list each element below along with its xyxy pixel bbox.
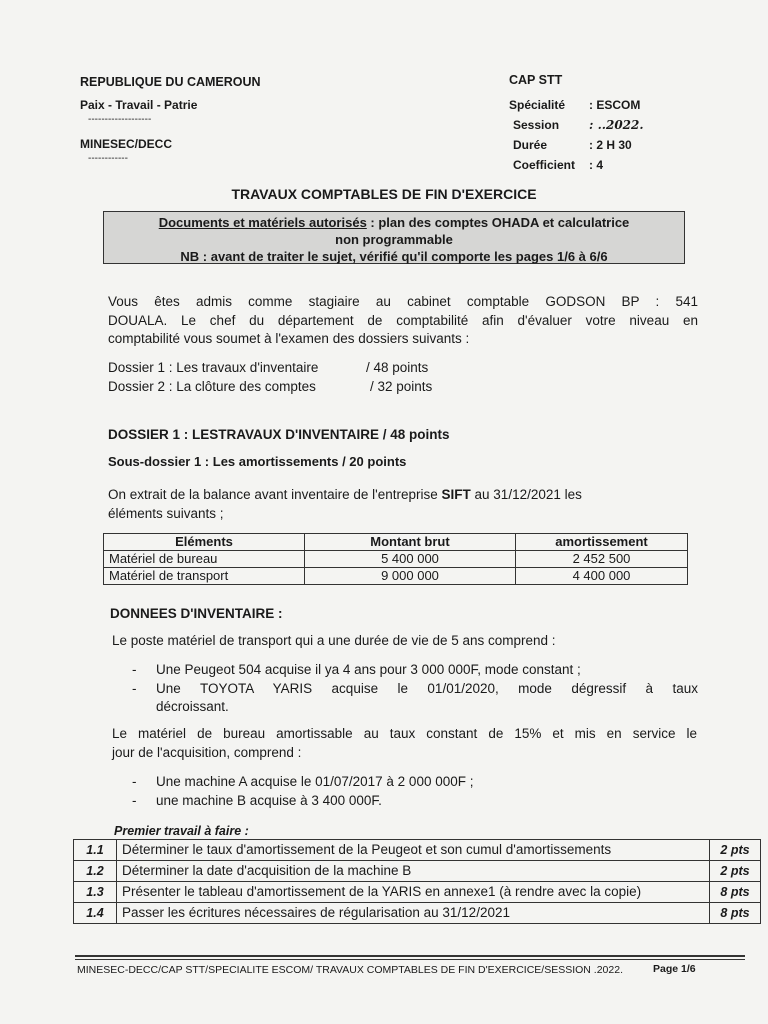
column-header: Montant brut	[305, 534, 516, 551]
table-cell: 5 400 000	[305, 551, 516, 568]
footer-rule	[75, 955, 745, 957]
notice-box	[103, 211, 685, 264]
task-number: 1.1	[74, 840, 117, 861]
task-text: Déterminer la date d'acquisition de la machine B	[117, 861, 710, 882]
intro-paragraph	[108, 293, 698, 349]
dossier-list	[108, 359, 432, 396]
task-number: 1.2	[74, 861, 117, 882]
task-points: 8 pts	[710, 903, 761, 924]
exam-info-value: : 4	[589, 158, 604, 172]
exam-info-label: Coefficient	[513, 158, 576, 172]
list-item	[132, 773, 473, 792]
list-item-text: Une machine A acquise le 01/07/2017 à 2 000 000F ;	[156, 774, 474, 789]
exam-info-label: Session	[513, 118, 560, 132]
notice-nb: NB : avant de traiter le sujet, vérifié qu'il comporte les pages 1/6 à 6/6	[180, 249, 608, 264]
extract-line	[108, 486, 683, 505]
table-header-row	[104, 534, 688, 551]
exam-info-value: : ..2022.	[589, 118, 644, 132]
exam-info-value: : 2 H 30	[589, 138, 632, 152]
notice-docs-line	[104, 214, 684, 231]
bureau-line: jour de l'acquisition, comprend :	[112, 744, 302, 760]
transport-intro: Le poste matériel de transport qui a une durée de vie de 5 ans comprend :	[112, 633, 556, 648]
extract-text: On extrait de la balance avant inventaire de l'entreprise	[108, 487, 442, 502]
notice-docs-label: Documents et matériels autorisés	[158, 215, 367, 230]
dossier-label: Dossier 2 : La clôture des comptes	[108, 378, 316, 394]
task-text: Passer les écritures nécessaires de régularisation au 31/12/2021	[117, 903, 710, 924]
list-item-text: Une Peugeot 504 acquise il ya 4 ans pour 3 000 000F, mode constant ;	[156, 662, 581, 677]
dossier-item	[108, 359, 432, 378]
exam-info-label: Spécialité	[509, 98, 566, 112]
list-item-continuation: décroissant.	[156, 699, 229, 714]
list-item	[132, 792, 473, 811]
document-title: TRAVAUX COMPTABLES DE FIN D'EXERCICE	[231, 186, 537, 202]
bullet-dash: -	[132, 774, 137, 789]
dossier-item	[108, 378, 432, 397]
task-number: 1.3	[74, 882, 117, 903]
extract-paragraph	[108, 486, 683, 523]
table-cell: 9 000 000	[305, 568, 516, 585]
footer-rule	[75, 959, 745, 960]
notice-docs-line2: non programmable	[335, 232, 453, 247]
intro-line: DOUALA. Le chef du département de comptabilité afin d'évaluer votre niveau en	[108, 312, 698, 328]
balance-table	[103, 533, 688, 585]
bureau-line: Le matériel de bureau amortissable au taux constant de 15% et mis en service le	[112, 726, 697, 741]
national-motto: Paix - Travail - Patrie	[80, 98, 198, 112]
task-points: 2 pts	[710, 840, 761, 861]
bureau-paragraph	[112, 725, 697, 762]
exam-info-row	[509, 135, 644, 155]
task-text: Présenter le tableau d'amortissement de la YARIS en annexe1 (à rendre avec la copie)	[117, 882, 710, 903]
page-number: Page 1/6	[653, 963, 696, 975]
column-header: Eléments	[104, 534, 305, 551]
transport-bullets	[132, 661, 698, 717]
table-cell: 4 400 000	[516, 568, 688, 585]
intro-line: Vous êtes admis comme stagiaire au cabinet comptable GODSON BP : 541	[108, 294, 698, 309]
tasks-table	[73, 839, 761, 924]
table-row	[74, 840, 761, 861]
dossier-points: / 48 points	[366, 360, 429, 375]
list-item	[132, 661, 698, 680]
footer-text: MINESEC-DECC/CAP STT/SPECIALITE ESCOM/ TRAVAUX COMPTABLES DE FIN D'EXERCICE/SESSION .2022.	[77, 964, 623, 976]
table-row	[74, 861, 761, 882]
column-header: amortissement	[516, 534, 688, 551]
divider-dashes-2: ------------	[88, 153, 128, 164]
country-name: REPUBLIQUE DU CAMEROUN	[80, 75, 261, 89]
task-points: 8 pts	[710, 882, 761, 903]
table-row	[74, 903, 761, 924]
sous-dossier1-heading: Sous-dossier 1 : Les amortissements / 20 points	[108, 454, 407, 469]
bullet-dash: -	[132, 680, 137, 696]
divider-dashes-1: -------------------	[88, 114, 152, 125]
dossier-label: Dossier 1 : Les travaux d'inventaire	[108, 360, 319, 375]
exam-info-label: Durée	[513, 138, 548, 152]
table-cell: Matériel de transport	[104, 568, 305, 585]
intro-line: comptabilité vous soumet à l'examen des dossiers suivants :	[108, 331, 470, 346]
exam-info-row	[509, 95, 644, 115]
extract-text: au 31/12/2021 les	[470, 487, 582, 502]
dossier-points: / 32 points	[370, 378, 433, 394]
list-item	[132, 680, 698, 699]
donnees-heading: DONNEES D'INVENTAIRE :	[110, 606, 283, 621]
table-cell: Matériel de bureau	[104, 551, 305, 568]
table-row	[104, 568, 688, 585]
exam-name: CAP STT	[509, 73, 563, 87]
ministry-name: MINESEC/DECC	[80, 137, 173, 151]
table-row	[104, 551, 688, 568]
table-row	[74, 882, 761, 903]
exam-info-row	[509, 155, 644, 175]
task-text: Déterminer le taux d'amortissement de la Peugeot et son cumul d'amortissements	[117, 840, 710, 861]
exam-info	[509, 95, 644, 175]
dossier1-heading: DOSSIER 1 : LESTRAVAUX D'INVENTAIRE / 48 points	[108, 427, 450, 442]
notice-docs-text: : plan des comptes OHADA et calculatrice	[366, 215, 630, 230]
company-name: SIFT	[441, 487, 471, 502]
exam-info-value: : ESCOM	[589, 98, 641, 112]
bullet-dash: -	[132, 662, 137, 677]
exam-info-row	[509, 115, 644, 135]
task-number: 1.4	[74, 903, 117, 924]
table-cell: 2 452 500	[516, 551, 688, 568]
task-points: 2 pts	[710, 861, 761, 882]
list-item-text: Une TOYOTA YARIS acquise le 01/01/2020, mode dégressif à taux	[156, 680, 698, 696]
travail-heading: Premier travail à faire :	[114, 824, 249, 838]
list-item-text: une machine B acquise à 3 400 000F.	[156, 792, 382, 808]
extract-line: éléments suivants ;	[108, 505, 224, 521]
bullet-dash: -	[132, 792, 137, 808]
bureau-bullets	[132, 773, 473, 810]
